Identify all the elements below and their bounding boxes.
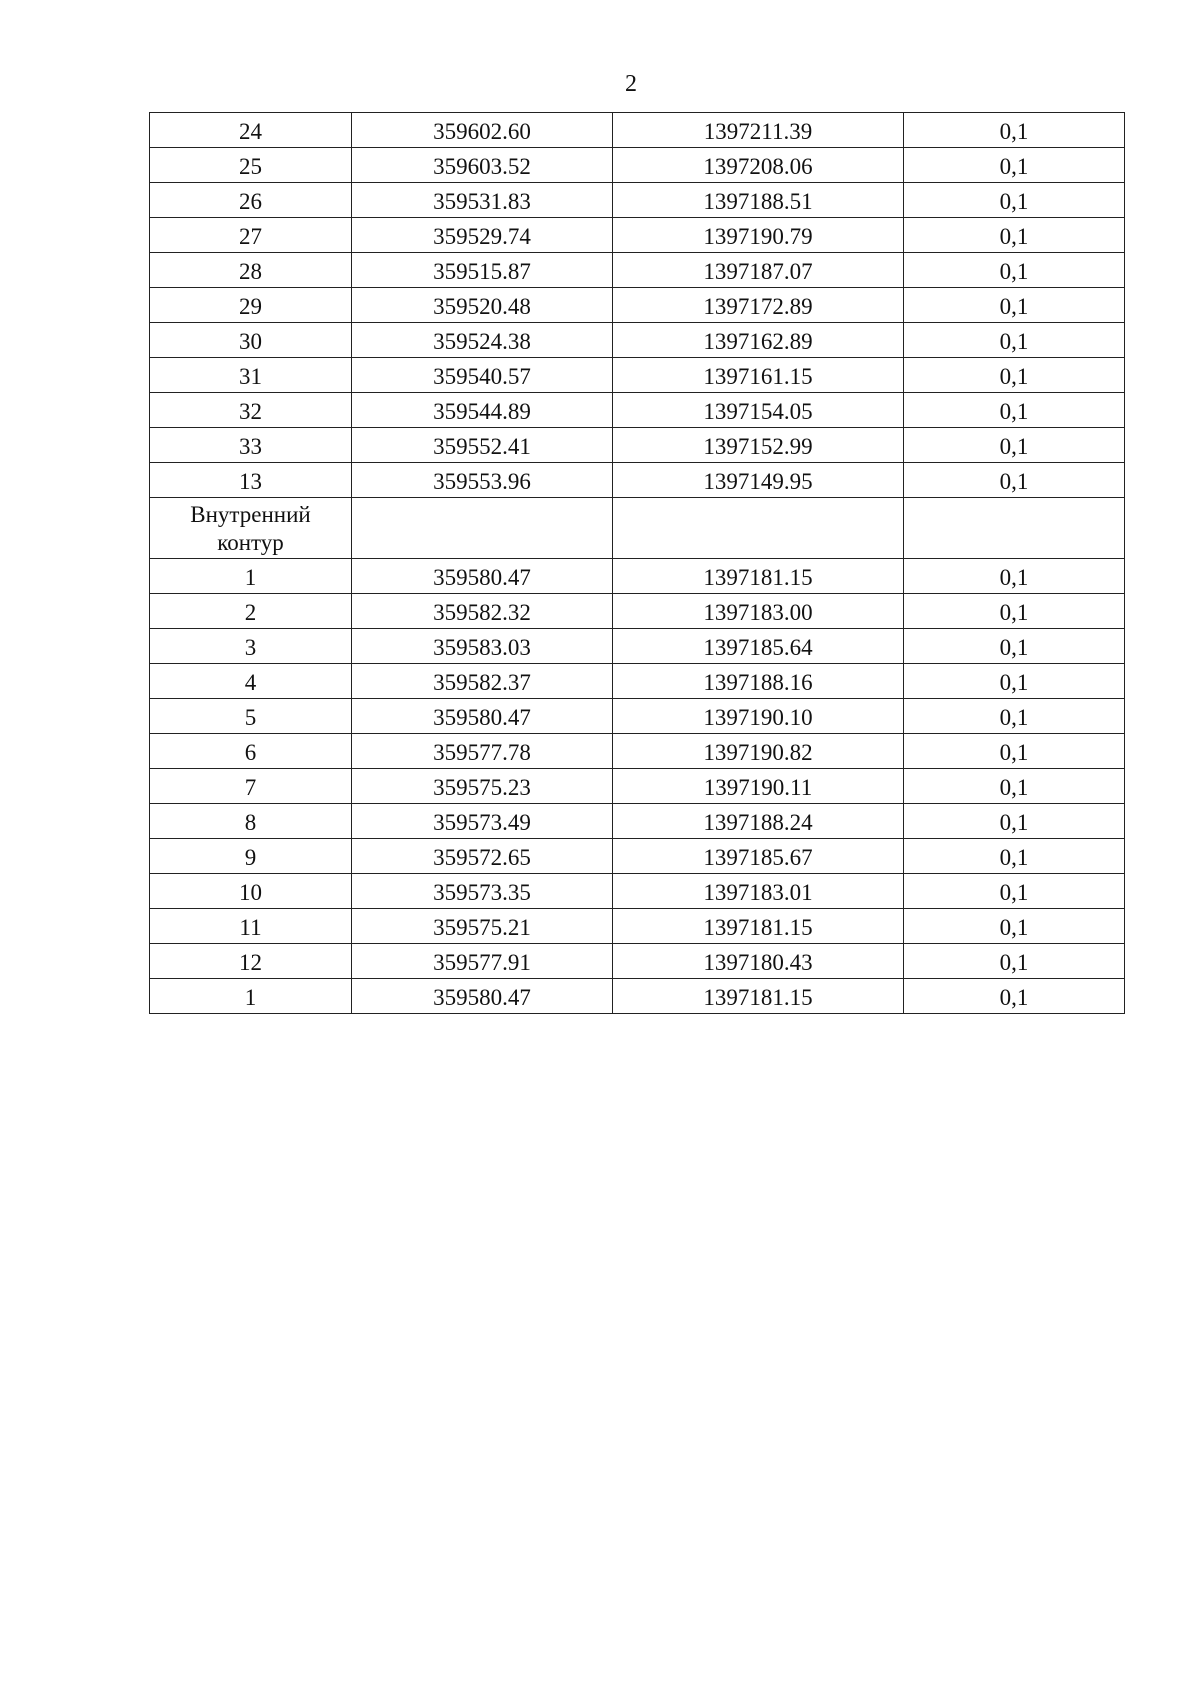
x-coordinate-cell: 359540.57	[352, 358, 613, 393]
x-coordinate-cell: 359531.83	[352, 183, 613, 218]
y-coordinate-cell: 1397183.00	[613, 594, 904, 629]
table-row	[150, 594, 1125, 629]
y-coordinate-cell: 1397211.39	[613, 113, 904, 148]
x-coordinate-cell: 359572.65	[352, 839, 613, 874]
point-number-cell: 6	[150, 734, 352, 769]
precision-cell: 0,1	[904, 594, 1125, 629]
point-number-cell: 1	[150, 559, 352, 594]
precision-cell: 0,1	[904, 358, 1125, 393]
precision-cell: 0,1	[904, 699, 1125, 734]
y-coordinate-cell: 1397180.43	[613, 944, 904, 979]
table-row	[150, 874, 1125, 909]
inner-contour-rows	[150, 559, 1125, 1014]
table-row	[150, 979, 1125, 1014]
precision-cell: 0,1	[904, 183, 1125, 218]
table-row	[150, 253, 1125, 288]
precision-cell: 0,1	[904, 839, 1125, 874]
precision-cell: 0,1	[904, 979, 1125, 1014]
empty-cell	[352, 498, 613, 559]
section-row-inner-contour	[150, 498, 1125, 559]
table-row	[150, 463, 1125, 498]
x-coordinate-cell: 359577.91	[352, 944, 613, 979]
point-number-cell: 2	[150, 594, 352, 629]
point-number-cell: 32	[150, 393, 352, 428]
y-coordinate-cell: 1397190.82	[613, 734, 904, 769]
precision-cell: 0,1	[904, 909, 1125, 944]
y-coordinate-cell: 1397188.24	[613, 804, 904, 839]
x-coordinate-cell: 359524.38	[352, 323, 613, 358]
point-number-cell: 9	[150, 839, 352, 874]
y-coordinate-cell: 1397181.15	[613, 979, 904, 1014]
table-row	[150, 629, 1125, 664]
table-row	[150, 734, 1125, 769]
x-coordinate-cell: 359573.35	[352, 874, 613, 909]
table-row	[150, 358, 1125, 393]
y-coordinate-cell: 1397187.07	[613, 253, 904, 288]
page-number: 2	[625, 71, 637, 97]
table-row	[150, 769, 1125, 804]
point-number-cell: 30	[150, 323, 352, 358]
point-number-cell: 26	[150, 183, 352, 218]
y-coordinate-cell: 1397190.79	[613, 218, 904, 253]
point-number-cell: 13	[150, 463, 352, 498]
point-number-cell: 5	[150, 699, 352, 734]
empty-cell	[904, 498, 1125, 559]
x-coordinate-cell: 359602.60	[352, 113, 613, 148]
y-coordinate-cell: 1397183.01	[613, 874, 904, 909]
table-row	[150, 323, 1125, 358]
section-header	[150, 498, 1125, 559]
precision-cell: 0,1	[904, 218, 1125, 253]
y-coordinate-cell: 1397185.64	[613, 629, 904, 664]
precision-cell: 0,1	[904, 428, 1125, 463]
table-row	[150, 428, 1125, 463]
precision-cell: 0,1	[904, 463, 1125, 498]
y-coordinate-cell: 1397154.05	[613, 393, 904, 428]
x-coordinate-cell: 359515.87	[352, 253, 613, 288]
point-number-cell: 28	[150, 253, 352, 288]
table-row	[150, 113, 1125, 148]
x-coordinate-cell: 359575.21	[352, 909, 613, 944]
table-row	[150, 664, 1125, 699]
point-number-cell: 29	[150, 288, 352, 323]
y-coordinate-cell: 1397208.06	[613, 148, 904, 183]
point-number-cell: 7	[150, 769, 352, 804]
y-coordinate-cell: 1397188.16	[613, 664, 904, 699]
y-coordinate-cell: 1397149.95	[613, 463, 904, 498]
y-coordinate-cell: 1397172.89	[613, 288, 904, 323]
precision-cell: 0,1	[904, 559, 1125, 594]
precision-cell: 0,1	[904, 944, 1125, 979]
table-row	[150, 839, 1125, 874]
point-number-cell: 12	[150, 944, 352, 979]
y-coordinate-cell: 1397181.15	[613, 559, 904, 594]
table-row	[150, 288, 1125, 323]
table-row	[150, 944, 1125, 979]
y-coordinate-cell: 1397152.99	[613, 428, 904, 463]
table-row	[150, 699, 1125, 734]
table-row	[150, 804, 1125, 839]
point-number-cell: 33	[150, 428, 352, 463]
precision-cell: 0,1	[904, 288, 1125, 323]
table-row	[150, 909, 1125, 944]
x-coordinate-cell: 359582.37	[352, 664, 613, 699]
point-number-cell: 31	[150, 358, 352, 393]
precision-cell: 0,1	[904, 769, 1125, 804]
x-coordinate-cell: 359573.49	[352, 804, 613, 839]
table-row	[150, 559, 1125, 594]
x-coordinate-cell: 359553.96	[352, 463, 613, 498]
x-coordinate-cell: 359520.48	[352, 288, 613, 323]
table-row	[150, 148, 1125, 183]
point-number-cell: 1	[150, 979, 352, 1014]
y-coordinate-cell: 1397181.15	[613, 909, 904, 944]
point-number-cell: 3	[150, 629, 352, 664]
point-number-cell: 10	[150, 874, 352, 909]
section-label: Внутренний контур	[150, 498, 352, 559]
coordinates-table	[149, 112, 1125, 1014]
point-number-cell: 24	[150, 113, 352, 148]
outer-contour-rows	[150, 113, 1125, 498]
table-row	[150, 183, 1125, 218]
precision-cell: 0,1	[904, 113, 1125, 148]
point-number-cell: 4	[150, 664, 352, 699]
x-coordinate-cell: 359582.32	[352, 594, 613, 629]
table-row	[150, 393, 1125, 428]
y-coordinate-cell: 1397188.51	[613, 183, 904, 218]
point-number-cell: 25	[150, 148, 352, 183]
y-coordinate-cell: 1397190.11	[613, 769, 904, 804]
precision-cell: 0,1	[904, 734, 1125, 769]
precision-cell: 0,1	[904, 629, 1125, 664]
x-coordinate-cell: 359529.74	[352, 218, 613, 253]
x-coordinate-cell: 359580.47	[352, 979, 613, 1014]
x-coordinate-cell: 359603.52	[352, 148, 613, 183]
y-coordinate-cell: 1397162.89	[613, 323, 904, 358]
precision-cell: 0,1	[904, 393, 1125, 428]
empty-cell	[613, 498, 904, 559]
x-coordinate-cell: 359552.41	[352, 428, 613, 463]
precision-cell: 0,1	[904, 664, 1125, 699]
x-coordinate-cell: 359575.23	[352, 769, 613, 804]
precision-cell: 0,1	[904, 323, 1125, 358]
x-coordinate-cell: 359577.78	[352, 734, 613, 769]
precision-cell: 0,1	[904, 804, 1125, 839]
y-coordinate-cell: 1397190.10	[613, 699, 904, 734]
y-coordinate-cell: 1397161.15	[613, 358, 904, 393]
x-coordinate-cell: 359580.47	[352, 559, 613, 594]
y-coordinate-cell: 1397185.67	[613, 839, 904, 874]
x-coordinate-cell: 359544.89	[352, 393, 613, 428]
precision-cell: 0,1	[904, 148, 1125, 183]
x-coordinate-cell: 359583.03	[352, 629, 613, 664]
table-row	[150, 218, 1125, 253]
point-number-cell: 27	[150, 218, 352, 253]
point-number-cell: 8	[150, 804, 352, 839]
precision-cell: 0,1	[904, 874, 1125, 909]
precision-cell: 0,1	[904, 253, 1125, 288]
point-number-cell: 11	[150, 909, 352, 944]
x-coordinate-cell: 359580.47	[352, 699, 613, 734]
